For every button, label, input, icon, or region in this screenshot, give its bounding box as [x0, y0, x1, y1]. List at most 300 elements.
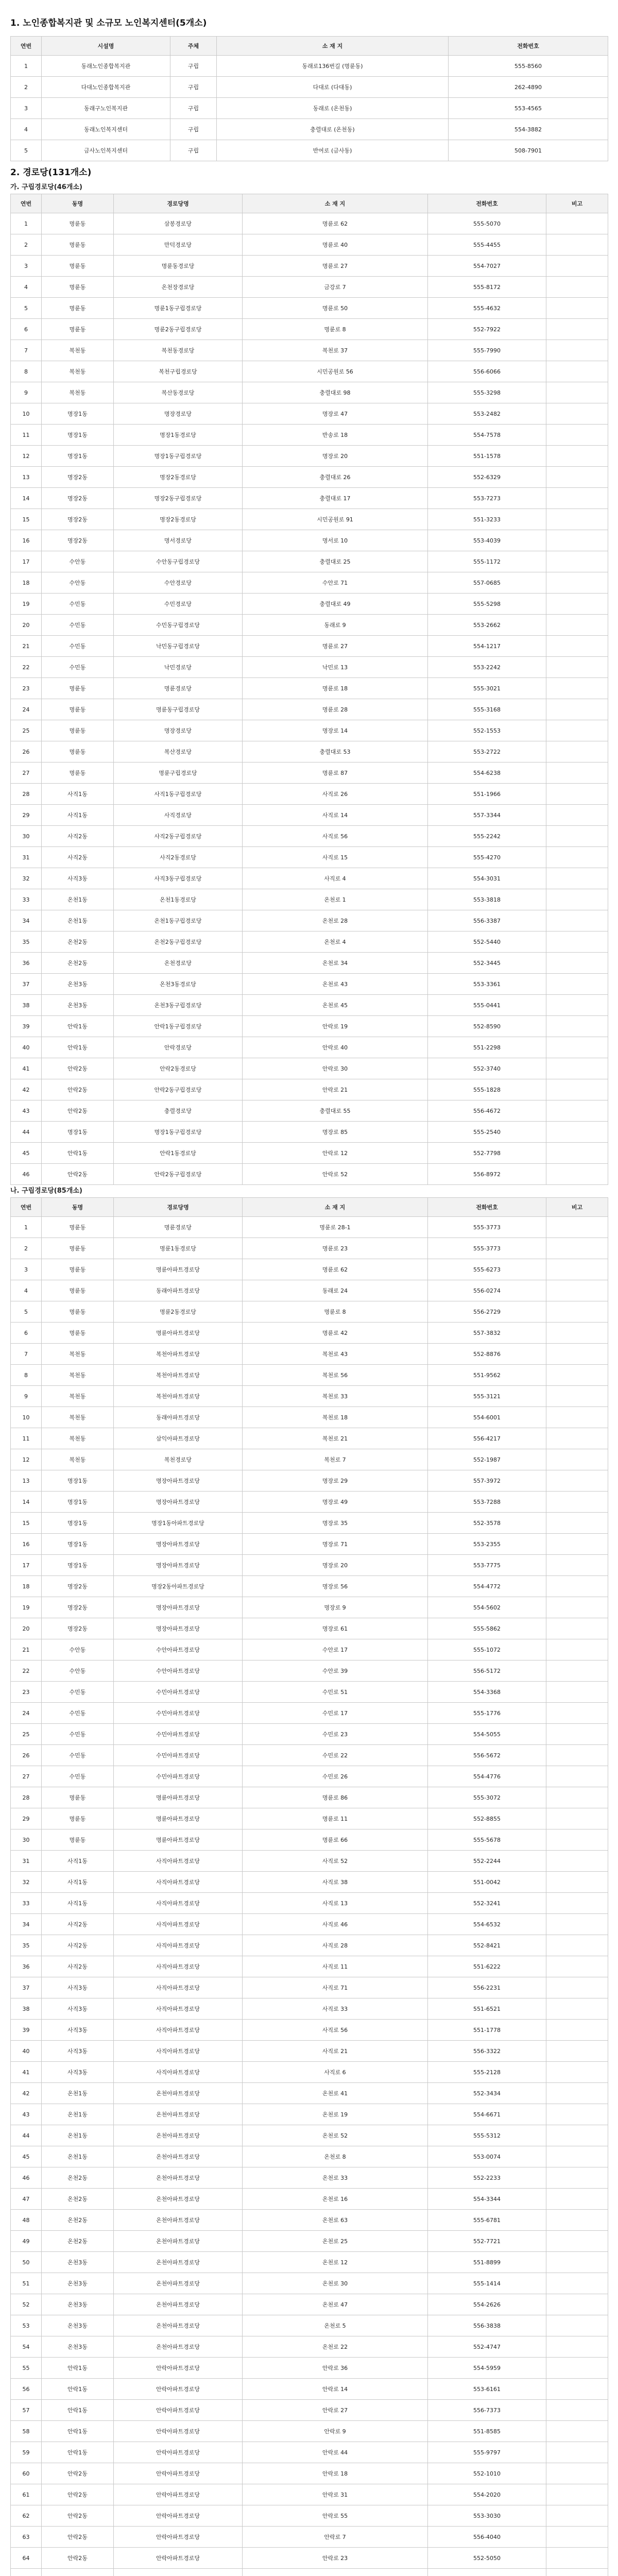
table-cell: 551-8585 — [428, 2421, 546, 2442]
table-cell: 552-1553 — [428, 720, 546, 741]
table-cell: 명장로 85 — [243, 1122, 428, 1143]
table-cell: 명장로 71 — [243, 1534, 428, 1555]
table-cell: 명륜동 — [42, 1217, 114, 1238]
table-row — [11, 1597, 608, 1618]
table-cell: 555-5862 — [428, 1618, 546, 1639]
table-cell: 명장1동 — [42, 1555, 114, 1576]
table-cell: 안락로 23 — [243, 2548, 428, 2569]
table-cell — [546, 995, 608, 1016]
table-cell: 552-3445 — [428, 953, 546, 974]
table-cell: 온천로 8 — [243, 2146, 428, 2167]
table-cell: 16 — [11, 1534, 42, 1555]
column-header: 비고 — [546, 194, 608, 213]
table-cell — [546, 1682, 608, 1703]
table-cell: 명륜동 — [42, 741, 114, 762]
table-row — [11, 2569, 608, 2576]
table-cell: 명륜경로당 — [114, 678, 243, 699]
table-cell: 551-6222 — [428, 1956, 546, 1977]
table-cell — [546, 340, 608, 361]
table-cell — [546, 1555, 608, 1576]
table-cell: 33 — [11, 1893, 42, 1914]
table-cell: 명장1동 — [42, 1470, 114, 1492]
table-cell: 명륜로 18 — [243, 678, 428, 699]
table-cell: 온천로 22 — [243, 2336, 428, 2358]
table-row — [11, 77, 608, 98]
table-cell: 온천1동 — [42, 2083, 114, 2104]
table-row — [11, 361, 608, 382]
table-cell: 557-3344 — [428, 805, 546, 826]
table-cell: 552-8876 — [428, 1344, 546, 1365]
table-cell: 안락아파트경로당 — [114, 2400, 243, 2421]
table-cell: 554-1217 — [428, 636, 546, 657]
table-cell: 553-3030 — [428, 2505, 546, 2527]
table-cell: 556-2231 — [428, 1977, 546, 1998]
table-cell: 안락1동 — [42, 2379, 114, 2400]
table-cell: 24 — [11, 1703, 42, 1724]
table-cell: 1 — [11, 213, 42, 234]
table-cell: 555-5312 — [428, 2125, 546, 2146]
table-cell: 7 — [11, 1344, 42, 1365]
column-header: 전화번호 — [428, 194, 546, 213]
table-cell: 37 — [11, 974, 42, 995]
table-cell: 3 — [11, 1259, 42, 1280]
table-row — [11, 509, 608, 530]
table-cell: 수민동 — [42, 594, 114, 615]
table-cell: 명장1동구립경로당 — [114, 1122, 243, 1143]
table-cell: 15 — [11, 509, 42, 530]
table-cell: 명륜로 62 — [243, 1259, 428, 1280]
table-cell: 명장1동 — [42, 1534, 114, 1555]
table-cell: 반여로 (금사동) — [217, 140, 449, 161]
table-cell: 복천동경로당 — [114, 340, 243, 361]
table-cell — [546, 1724, 608, 1745]
table-cell: 안락2동구립경로당 — [114, 1079, 243, 1100]
table-cell: 구립 — [170, 119, 217, 140]
table-cell: 6 — [11, 1323, 42, 1344]
table-cell — [546, 1829, 608, 1851]
table-row — [11, 805, 608, 826]
table-cell: 안락로 55 — [243, 2505, 428, 2527]
table-row — [11, 1513, 608, 1534]
table-cell: 수민동구립경로당 — [114, 615, 243, 636]
table-cell: 555-2128 — [428, 2062, 546, 2083]
table-cell: 555-5678 — [428, 1829, 546, 1851]
table-cell: 555-0441 — [428, 995, 546, 1016]
table-cell: 44 — [11, 2125, 42, 2146]
table-cell: 554-4776 — [428, 1766, 546, 1787]
table-cell: 42 — [11, 2083, 42, 2104]
table-cell: 사직로 56 — [243, 2020, 428, 2041]
table-cell: 명장아파트경로당 — [114, 1470, 243, 1492]
table-row — [11, 699, 608, 720]
table-cell: 명륜아파트경로당 — [114, 1323, 243, 1344]
top-bar — [0, 0, 618, 3]
table-cell — [546, 910, 608, 931]
table-cell: 명륜동 — [42, 319, 114, 340]
table-cell — [546, 1513, 608, 1534]
table-cell: 18 — [11, 572, 42, 594]
table-cell: 온천로 25 — [243, 2231, 428, 2252]
table-cell — [546, 1618, 608, 1639]
table-cell — [546, 1998, 608, 2020]
table-cell — [546, 256, 608, 277]
table-cell: 사직아파트경로당 — [114, 1914, 243, 1935]
table-row — [11, 615, 608, 636]
table-cell: 16 — [11, 530, 42, 551]
table-cell: 37 — [11, 1977, 42, 1998]
table-row — [11, 1037, 608, 1058]
table-cell — [546, 1449, 608, 1470]
table-row — [11, 1639, 608, 1660]
table-cell: 553-0074 — [428, 2146, 546, 2167]
table-cell: 555-5070 — [428, 213, 546, 234]
table-cell — [546, 741, 608, 762]
table-row — [11, 741, 608, 762]
table-row — [11, 2020, 608, 2041]
table-cell: 온천3동구립경로당 — [114, 995, 243, 1016]
table-cell — [546, 2210, 608, 2231]
table-cell — [546, 488, 608, 509]
table-cell — [546, 1808, 608, 1829]
table-cell — [546, 953, 608, 974]
table-cell: 수민아파트경로당 — [114, 1703, 243, 1724]
table-cell: 온천아파트경로당 — [114, 2104, 243, 2125]
table-cell: 552-5050 — [428, 2548, 546, 2569]
table-cell — [546, 2400, 608, 2421]
table-cell: 안락로 7 — [243, 2527, 428, 2548]
table-cell: 명륜동 — [42, 1238, 114, 1259]
table-cell — [546, 1259, 608, 1280]
table-row — [11, 382, 608, 403]
table-row — [11, 784, 608, 805]
table-cell: 사직아파트경로당 — [114, 1851, 243, 1872]
table-cell — [546, 1977, 608, 1998]
table-cell: 9 — [11, 1386, 42, 1407]
table-cell: 명륜동경로당 — [114, 256, 243, 277]
table-row — [11, 762, 608, 784]
table-cell: 555-3773 — [428, 1238, 546, 1259]
table-cell: 안락1동 — [42, 2358, 114, 2379]
table-cell: 17 — [11, 1555, 42, 1576]
table-cell: 온천로 1 — [243, 889, 428, 910]
table-cell: 사직2동 — [42, 1935, 114, 1956]
table-cell: 명장로 61 — [243, 1618, 428, 1639]
table-cell: 14 — [11, 488, 42, 509]
table-cell: 554-5959 — [428, 2358, 546, 2379]
table-cell: 사직3동 — [42, 1977, 114, 1998]
table-cell: 온천로 16 — [243, 2189, 428, 2210]
table-cell: 45 — [11, 2146, 42, 2167]
table-cell: 24 — [11, 699, 42, 720]
table-cell: 554-4772 — [428, 1576, 546, 1597]
column-header: 연번 — [11, 1198, 42, 1217]
table-cell — [546, 1745, 608, 1766]
table-cell: 556-8972 — [428, 1164, 546, 1185]
table-cell — [546, 2062, 608, 2083]
table-cell — [546, 1492, 608, 1513]
table-cell: 명장2동경로당 — [114, 467, 243, 488]
table-cell: 온천2동 — [42, 2167, 114, 2189]
table-cell: 552-1010 — [428, 2463, 546, 2484]
table-cell: 56 — [11, 2379, 42, 2400]
table-cell: 온천아파트경로당 — [114, 2189, 243, 2210]
table-cell: 1 — [11, 56, 42, 77]
table-cell: 46 — [11, 1164, 42, 1185]
table-row — [11, 2252, 608, 2273]
table-cell — [546, 2252, 608, 2273]
table-cell: 사직1동 — [42, 784, 114, 805]
table-row — [11, 1301, 608, 1323]
table-cell: 복천로 37 — [243, 340, 428, 361]
table-cell — [546, 1280, 608, 1301]
table-cell: 명륜동 — [42, 1829, 114, 1851]
table-cell: 온천1동구립경로당 — [114, 910, 243, 931]
column-header: 경로당명 — [114, 1198, 243, 1217]
table-cell: 명장2동 — [42, 1618, 114, 1639]
table-cell: 61 — [11, 2484, 42, 2505]
table-cell: 복천아파트경로당 — [114, 1344, 243, 1365]
table-cell: 28 — [11, 1787, 42, 1808]
table-cell: 552-2244 — [428, 1851, 546, 1872]
table-cell — [546, 446, 608, 467]
table-cell: 명륜동 — [42, 1301, 114, 1323]
table-cell: 온천2동 — [42, 953, 114, 974]
table-cell: 사직2동경로당 — [114, 847, 243, 868]
table-cell: 19 — [11, 1597, 42, 1618]
table-cell — [546, 1639, 608, 1660]
table-cell: 온천3동경로당 — [114, 974, 243, 995]
table-cell: 안락아파트경로당 — [114, 2442, 243, 2463]
table-cell: 온천2동 — [42, 931, 114, 953]
table-row — [11, 2484, 608, 2505]
table-cell: 554-6238 — [428, 762, 546, 784]
table-cell: 안락로 30 — [243, 1058, 428, 1079]
column-header: 시설명 — [42, 37, 170, 56]
table-cell: 복천동 — [42, 1449, 114, 1470]
table-row — [11, 2442, 608, 2463]
table-cell — [546, 403, 608, 425]
subsection-title-2: 나. 구립경로당(85개소) — [10, 1187, 82, 1195]
table-cell: 사직2동 — [42, 1914, 114, 1935]
table-cell: 명장로 49 — [243, 1492, 428, 1513]
table-row — [11, 1872, 608, 1893]
table-cell: 명륜동 — [42, 256, 114, 277]
table-cell: 555-4455 — [428, 234, 546, 256]
subsection-title-1: 가. 구립경로당(46개소) — [10, 183, 82, 191]
table-cell: 복천로 21 — [243, 1428, 428, 1449]
table-cell: 551-2298 — [428, 1037, 546, 1058]
table-cell: 명장아파트경로당 — [114, 1597, 243, 1618]
table-cell: 수안동 — [42, 1660, 114, 1682]
column-header: 소 재 지 — [243, 194, 428, 213]
table-cell: 안락로 12 — [243, 1143, 428, 1164]
table-cell: 온천로 28 — [243, 910, 428, 931]
table-row — [11, 1935, 608, 1956]
column-header: 소 재 지 — [243, 1198, 428, 1217]
table-cell: 명륜동 — [42, 1808, 114, 1829]
table-cell: 10 — [11, 403, 42, 425]
table-cell: 금강로 7 — [243, 277, 428, 298]
table-cell: 낙민동구립경로당 — [114, 636, 243, 657]
table-cell: 다대노인종합복지관 — [42, 77, 170, 98]
table-row — [11, 340, 608, 361]
table-cell: 명장2동 — [42, 467, 114, 488]
table-row — [11, 2041, 608, 2062]
table-cell — [546, 2104, 608, 2125]
table-cell: 안락2동 — [42, 1058, 114, 1079]
table-cell: 안락로 44 — [243, 2442, 428, 2463]
table-cell: 31 — [11, 847, 42, 868]
table-cell: 553-2242 — [428, 657, 546, 678]
table-row — [11, 1079, 608, 1100]
table-cell — [546, 1872, 608, 1893]
table-cell: 명장2동 — [42, 509, 114, 530]
table-cell: 556-7373 — [428, 2400, 546, 2421]
table-cell: 온천로 33 — [243, 2167, 428, 2189]
table-cell: 557-0685 — [428, 572, 546, 594]
table-cell: 복천로 7 — [243, 1449, 428, 1470]
table-row — [11, 1914, 608, 1935]
table-row — [11, 2210, 608, 2231]
table-cell: 39 — [11, 2020, 42, 2041]
table-cell — [428, 2569, 546, 2576]
table-row — [11, 1977, 608, 1998]
table-cell: 명장아파트경로당 — [114, 1492, 243, 1513]
table-cell — [546, 1058, 608, 1079]
table-cell: 안락아파트경로당 — [114, 2505, 243, 2527]
table-cell: 수민아파트경로당 — [114, 1745, 243, 1766]
table-cell: 충렬경로당 — [114, 1100, 243, 1122]
table-cell: 2 — [11, 1238, 42, 1259]
table-cell: 반송로 18 — [243, 425, 428, 446]
table-cell: 명장로 47 — [243, 403, 428, 425]
table-row — [11, 1703, 608, 1724]
table-cell: 554-7027 — [428, 256, 546, 277]
table-cell — [546, 1100, 608, 1122]
table-cell: 복산경로당 — [114, 741, 243, 762]
table-cell: 명장경로당 — [114, 720, 243, 741]
table-cell: 충렬대로 17 — [243, 488, 428, 509]
table-cell: 554-5602 — [428, 1597, 546, 1618]
table-cell — [546, 2569, 608, 2576]
table-cell: 사직2동구립경로당 — [114, 826, 243, 847]
table-cell — [546, 2421, 608, 2442]
table-cell — [546, 2505, 608, 2527]
table-cell: 20 — [11, 615, 42, 636]
table-cell — [546, 889, 608, 910]
table-cell: 9 — [11, 382, 42, 403]
column-header: 연번 — [11, 37, 42, 56]
table-cell: 551-3233 — [428, 509, 546, 530]
table-cell: 명륜아파트경로당 — [114, 1259, 243, 1280]
table-cell: 동래로 24 — [243, 1280, 428, 1301]
table-cell — [546, 636, 608, 657]
table-cell: 수안로 71 — [243, 572, 428, 594]
table-cell: 552-7798 — [428, 1143, 546, 1164]
table-cell: 안락로 9 — [243, 2421, 428, 2442]
table-cell: 온천아파트경로당 — [114, 2210, 243, 2231]
table-cell: 온천아파트경로당 — [114, 2315, 243, 2336]
table-cell: 명장2동 — [42, 1597, 114, 1618]
table-cell: 사직로 46 — [243, 1914, 428, 1935]
table-cell: 충렬대로 26 — [243, 467, 428, 488]
table-cell: 43 — [11, 1100, 42, 1122]
table-cell: 34 — [11, 910, 42, 931]
table-cell: 555-4632 — [428, 298, 546, 319]
table-cell: 사직로 13 — [243, 1893, 428, 1914]
table-cell: 안락로 52 — [243, 1164, 428, 1185]
column-header: 전화번호 — [428, 1198, 546, 1217]
table-row — [11, 2336, 608, 2358]
table-cell: 명장경로당 — [114, 403, 243, 425]
table-cell: 36 — [11, 1956, 42, 1977]
table-cell: 40 — [11, 1037, 42, 1058]
table-row — [11, 530, 608, 551]
table-cell: 온천로 30 — [243, 2273, 428, 2294]
table-cell: 수안아파트경로당 — [114, 1660, 243, 1682]
table-row — [11, 1323, 608, 1344]
table-cell: 555-8172 — [428, 277, 546, 298]
table-cell: 38 — [11, 995, 42, 1016]
table-cell: 553-7273 — [428, 488, 546, 509]
table-cell: 명륜동 — [42, 298, 114, 319]
table-cell: 554-5055 — [428, 1724, 546, 1745]
table-cell: 28 — [11, 784, 42, 805]
table-cell — [546, 720, 608, 741]
table-cell: 명장2동아파트경로당 — [114, 1576, 243, 1597]
table-cell: 명장아파트경로당 — [114, 1618, 243, 1639]
table-cell: 556-2729 — [428, 1301, 546, 1323]
table-cell: 명륜경로당 — [114, 1217, 243, 1238]
table-cell: 복천동 — [42, 1365, 114, 1386]
table-cell: 명장1동 — [42, 1492, 114, 1513]
table-cell: 명장1동 — [42, 425, 114, 446]
table-cell: 명장1동경로당 — [114, 425, 243, 446]
table-row — [11, 1058, 608, 1079]
table-cell: 충렬대로 98 — [243, 382, 428, 403]
table-cell: 명륜로 27 — [243, 256, 428, 277]
table-cell: 복천동 — [42, 361, 114, 382]
table-row — [11, 889, 608, 910]
table-cell: 551-1578 — [428, 446, 546, 467]
table-cell: 온천1동 — [42, 889, 114, 910]
table-cell: 명장로 29 — [243, 1470, 428, 1492]
table-cell: 551-6521 — [428, 1998, 546, 2020]
table-cell — [546, 319, 608, 340]
table-cell: 551-1778 — [428, 2020, 546, 2041]
table-cell — [546, 2273, 608, 2294]
table-row — [11, 2400, 608, 2421]
table-cell: 온천아파트경로당 — [114, 2273, 243, 2294]
table-cell: 555-9797 — [428, 2442, 546, 2463]
table-cell: 수민로 17 — [243, 1703, 428, 1724]
table-cell: 온천로 12 — [243, 2252, 428, 2273]
table-cell: 553-3818 — [428, 889, 546, 910]
table-cell: 556-4217 — [428, 1428, 546, 1449]
table-cell: 명륜로 42 — [243, 1323, 428, 1344]
table-cell: 명륜2동경로당 — [114, 1301, 243, 1323]
table-cell — [546, 1935, 608, 1956]
table-row — [11, 1344, 608, 1365]
table-cell — [546, 1164, 608, 1185]
table-cell: 명륜1동구립경로당 — [114, 298, 243, 319]
table-cell: 안락로 18 — [243, 2463, 428, 2484]
table-cell: 사직로 38 — [243, 1872, 428, 1893]
table-cell — [546, 762, 608, 784]
table-cell: 22 — [11, 1660, 42, 1682]
table-cell: 명륜동 — [42, 277, 114, 298]
table-cell: 안락1동 — [42, 2421, 114, 2442]
